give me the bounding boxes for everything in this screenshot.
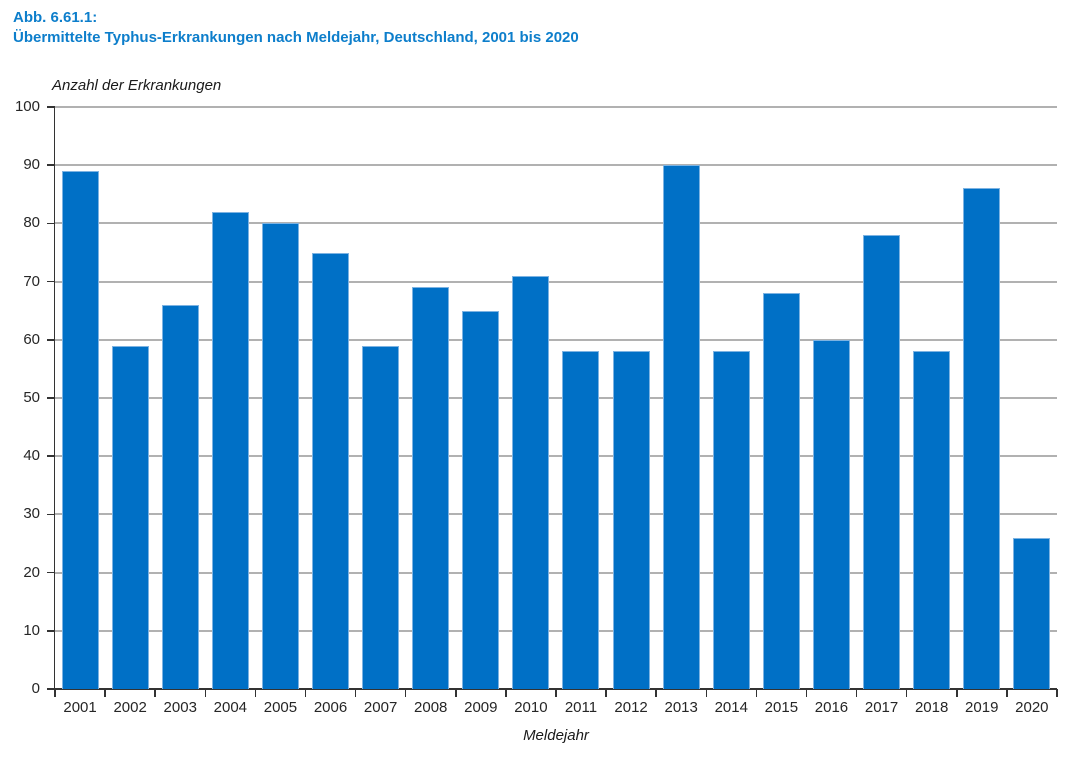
bar-slot <box>706 107 756 689</box>
bar-slot <box>255 107 305 689</box>
y-tick-label: 40 <box>23 447 40 465</box>
bar <box>613 351 650 689</box>
bar <box>963 188 1000 689</box>
bar-slot <box>456 107 506 689</box>
bar <box>362 346 399 689</box>
x-tick-label: 2011 <box>564 699 598 716</box>
y-tick-label: 10 <box>23 621 40 639</box>
y-tick-label: 0 <box>31 680 40 697</box>
x-tick-label: 2013 <box>664 699 698 716</box>
x-tick-label: 2001 <box>63 699 97 716</box>
bar <box>162 305 199 689</box>
x-tick-label: 2015 <box>764 699 799 716</box>
x-tick-label: 2018 <box>914 699 949 716</box>
x-tick <box>655 689 657 697</box>
bar-slot <box>205 107 255 689</box>
y-axis-title: Anzahl der Erkrankungen <box>52 77 222 94</box>
x-tick <box>305 689 307 697</box>
x-tick-label: 2002 <box>113 699 147 716</box>
bar-slot <box>155 107 205 689</box>
x-tick <box>104 689 106 697</box>
x-tick-label: 2006 <box>313 699 348 716</box>
x-tick <box>555 689 557 697</box>
bar-slot <box>305 107 355 689</box>
x-tick-label: 2019 <box>965 699 999 716</box>
x-axis-tick-labels <box>55 699 1057 716</box>
bar <box>863 235 900 689</box>
bar-slot <box>907 107 957 689</box>
x-tick <box>605 689 607 697</box>
x-tick <box>455 689 457 697</box>
x-tick <box>806 689 808 697</box>
x-tick-label: 2007 <box>363 699 398 716</box>
figure-title: Übermittelte Typhus-Erkrankungen nach Meldejahr, Deutschland, 2001 bis 2020 <box>13 29 579 46</box>
x-tick-label: 2010 <box>514 699 548 716</box>
x-axis-title: Meldejahr <box>523 727 589 744</box>
bar-slot <box>756 107 806 689</box>
x-tick <box>154 689 156 697</box>
bar <box>1013 538 1050 689</box>
x-tick-label: 2014 <box>714 699 748 716</box>
y-tick-label: 100 <box>14 98 40 115</box>
bar <box>262 223 299 689</box>
x-tick <box>54 689 56 697</box>
x-tick-label: 2005 <box>263 699 298 716</box>
x-tick-label: 2012 <box>614 699 648 716</box>
bar <box>412 287 449 689</box>
x-tick-label: 2008 <box>414 699 448 716</box>
x-tick <box>756 689 758 697</box>
bar-slot <box>857 107 907 689</box>
bar-slot <box>105 107 155 689</box>
bar-series <box>55 107 1057 689</box>
x-axis-ticks <box>55 689 1057 697</box>
x-tick <box>355 689 357 697</box>
bar <box>562 351 599 689</box>
bar <box>913 351 950 689</box>
y-axis-tick-labels <box>0 98 40 697</box>
x-tick <box>1056 689 1058 697</box>
y-tick-label: 50 <box>23 389 40 406</box>
x-tick <box>906 689 908 697</box>
x-tick <box>255 689 257 697</box>
bar <box>713 351 750 689</box>
bar-slot <box>55 107 105 689</box>
bar-slot <box>506 107 556 689</box>
bar <box>763 293 800 689</box>
bar <box>312 253 349 690</box>
x-tick-label: 2003 <box>163 699 197 716</box>
x-tick-label: 2016 <box>814 699 849 716</box>
x-tick-label: 2009 <box>464 699 498 716</box>
y-tick-label: 70 <box>23 272 40 290</box>
bar-slot <box>406 107 456 689</box>
x-tick <box>1006 689 1008 697</box>
y-tick-label: 60 <box>23 330 40 348</box>
bar <box>62 171 99 689</box>
x-tick-label: 2020 <box>1015 699 1049 716</box>
y-tick-label: 90 <box>23 156 40 174</box>
bar <box>663 165 700 689</box>
y-tick-label: 30 <box>23 505 40 523</box>
bar <box>813 340 850 689</box>
y-tick-label: 20 <box>23 563 40 581</box>
x-tick <box>856 689 858 697</box>
x-tick-label: 2004 <box>213 699 248 716</box>
bar <box>512 276 549 689</box>
bar <box>112 346 149 689</box>
y-tick-label: 80 <box>23 214 40 232</box>
bar <box>212 212 249 689</box>
plot-area <box>55 107 1057 689</box>
x-tick-label: 2017 <box>864 699 899 716</box>
x-tick <box>405 689 407 697</box>
bar-slot <box>606 107 656 689</box>
bar-slot <box>957 107 1007 689</box>
bar-slot <box>556 107 606 689</box>
x-tick <box>205 689 207 697</box>
bar-slot <box>806 107 856 689</box>
bar-slot <box>656 107 706 689</box>
x-tick <box>706 689 708 697</box>
x-tick <box>505 689 507 697</box>
bar-slot <box>356 107 406 689</box>
x-tick <box>956 689 958 697</box>
figure-label: Abb. 6.61.1: <box>13 9 98 26</box>
bar-slot <box>1007 107 1057 689</box>
bar <box>462 311 499 689</box>
